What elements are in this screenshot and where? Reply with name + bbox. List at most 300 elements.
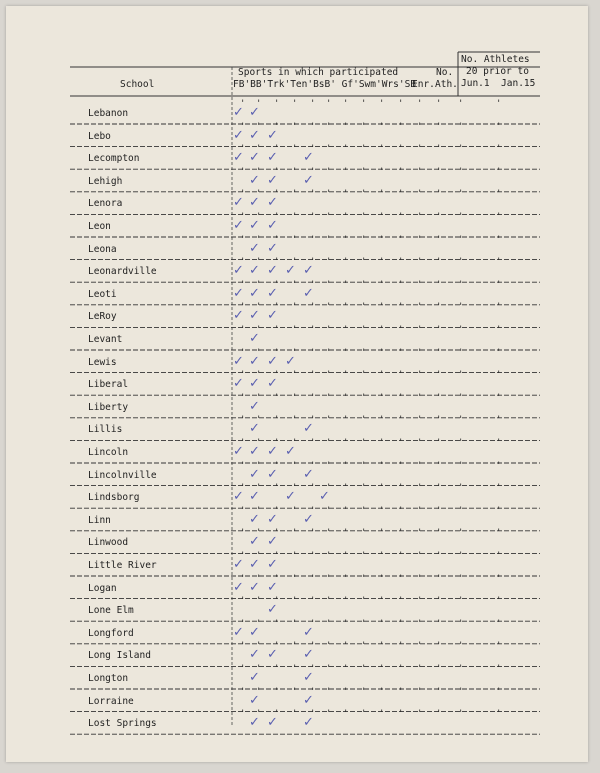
column-tick: ' [398, 234, 404, 245]
column-tick: ' [274, 392, 280, 403]
column-tick: ' [398, 212, 404, 222]
column-tick: ' [240, 212, 246, 222]
column-tick: ' [361, 686, 367, 697]
column-tick: ' [274, 370, 280, 381]
school-name: Little River [88, 560, 157, 571]
checkmark-trk: ✓ [267, 557, 278, 572]
checkmark-trk: ✓ [267, 466, 278, 482]
checkmark-fb: ✓ [233, 127, 244, 143]
column-tick: ' [496, 528, 502, 539]
column-tick: ' [458, 483, 464, 494]
column-tick: ' [326, 99, 332, 109]
column-tick: ' [496, 347, 502, 358]
column-tick: ' [436, 573, 442, 584]
column-tick: ' [292, 438, 298, 448]
column-tick: ' [240, 528, 246, 539]
checkmark-trk: ✓ [267, 127, 278, 143]
column-tick: ' [343, 709, 349, 720]
column-tick: ' [274, 483, 280, 494]
column-tick: ' [343, 415, 349, 426]
column-tick: ' [379, 166, 385, 177]
checkmark-bb: ✓ [249, 105, 260, 120]
column-tick: ' [326, 483, 332, 494]
column-tick: ' [256, 325, 262, 335]
column-tick: ' [343, 279, 349, 290]
column-tick: ' [417, 686, 423, 697]
column-tick: ' [458, 144, 464, 155]
checkmark-ten: ✓ [285, 353, 296, 369]
column-tick: ' [436, 392, 442, 403]
column-tick: ' [417, 573, 423, 584]
column-tick: ' [458, 596, 464, 607]
column-tick: ' [240, 392, 246, 403]
column-tick: ' [361, 664, 367, 674]
school-name: Liberty [88, 401, 129, 413]
column-tick: ' [326, 505, 332, 516]
column-tick: ' [398, 505, 404, 516]
column-tick: ' [361, 415, 367, 426]
column-tick: ' [496, 641, 502, 652]
school-name: Lone Elm [88, 605, 134, 617]
checkmark-bb: ✓ [249, 557, 260, 572]
column-tick: ' [496, 392, 502, 403]
column-tick: ' [292, 664, 298, 674]
column-tick: ' [458, 189, 464, 200]
column-tick: ' [398, 460, 404, 471]
column-tick: ' [256, 392, 262, 403]
column-tick: ' [379, 505, 385, 516]
column-tick: ' [310, 166, 316, 177]
school-name: Lecompton [88, 153, 140, 165]
no-label: No. [436, 67, 454, 78]
column-tick: ' [274, 121, 280, 132]
checkmark-trk: ✓ [267, 353, 278, 369]
column-tick: ' [398, 528, 404, 539]
checkmark-bsb: ✓ [303, 421, 314, 437]
column-tick: ' [343, 596, 349, 607]
column-tick: ' [240, 279, 246, 290]
column-tick: ' [458, 618, 464, 629]
column-tick: ' [417, 121, 423, 132]
checkmark-bb: ✓ [249, 263, 260, 279]
checkmark-trk: ✓ [267, 534, 278, 550]
column-tick: ' [240, 505, 246, 516]
column-tick: ' [310, 189, 316, 200]
column-tick: ' [436, 618, 442, 629]
column-tick: ' [379, 460, 385, 471]
column-tick: ' [310, 438, 316, 448]
school-name: Lincoln [88, 447, 129, 458]
column-tick: ' [292, 596, 298, 607]
column-tick: ' [256, 483, 262, 494]
column-tick: ' [496, 302, 502, 313]
column-tick: ' [274, 438, 280, 448]
column-tick: ' [240, 99, 246, 109]
column-tick: ' [310, 505, 316, 516]
column-tick: ' [256, 686, 262, 697]
checkmark-bb: ✓ [249, 308, 260, 324]
column-tick: ' [343, 438, 349, 448]
school-name: Longton [88, 673, 129, 684]
column-tick: ' [361, 99, 367, 109]
column-tick: ' [343, 302, 349, 313]
column-tick: ' [326, 189, 332, 200]
column-tick: ' [436, 302, 442, 313]
column-tick: ' [417, 189, 423, 200]
column-tick: ' [496, 99, 502, 109]
column-tick: ' [343, 166, 349, 177]
column-tick: ' [379, 121, 385, 132]
column-tick: ' [436, 551, 442, 561]
column-tick: ' [436, 460, 442, 471]
column-tick: ' [436, 505, 442, 516]
athletes-header-line2: 20 prior to [466, 66, 529, 77]
column-tick: ' [310, 460, 316, 471]
school-name: Lenora [88, 198, 123, 210]
checkmark-bb: ✓ [249, 331, 260, 346]
checkmark-bsb: ✓ [303, 172, 314, 188]
column-tick: ' [379, 596, 385, 607]
column-tick: ' [274, 279, 280, 290]
column-tick: ' [274, 505, 280, 516]
column-tick: ' [326, 438, 332, 448]
column-tick: ' [240, 370, 246, 381]
column-tick: ' [417, 438, 423, 448]
column-tick: ' [458, 573, 464, 584]
column-tick: ' [292, 121, 298, 132]
column-tick: ' [343, 618, 349, 629]
checkmark-trk: ✓ [267, 195, 278, 211]
checkmark-bb: ✓ [249, 579, 260, 595]
column-tick: ' [398, 438, 404, 448]
column-tick: ' [458, 641, 464, 652]
column-tick: ' [458, 415, 464, 426]
checkmark-trk: ✓ [267, 263, 278, 279]
checkmark-fb: ✓ [233, 105, 244, 120]
column-tick: ' [326, 664, 332, 674]
column-tick: ' [361, 573, 367, 584]
column-tick: ' [274, 234, 280, 245]
column-tick: ' [343, 664, 349, 674]
column-tick: ' [292, 144, 298, 155]
column-tick: ' [256, 528, 262, 539]
column-tick: ' [458, 257, 464, 268]
column-tick: ' [496, 370, 502, 381]
school-name: Liberal [88, 379, 129, 391]
column-tick: ' [361, 505, 367, 516]
column-tick: ' [361, 121, 367, 132]
column-tick: ' [417, 166, 423, 177]
checkmark-trk: ✓ [267, 602, 278, 618]
column-tick: ' [379, 483, 385, 494]
checkmark-trk: ✓ [267, 150, 278, 166]
column-tick: ' [398, 641, 404, 652]
column-tick: ' [458, 302, 464, 313]
column-tick: ' [274, 415, 280, 426]
column-tick: ' [436, 257, 442, 268]
column-tick: ' [292, 483, 298, 494]
checkmark-bb: ✓ [249, 172, 260, 188]
column-tick: ' [361, 257, 367, 268]
column-tick: ' [326, 212, 332, 222]
column-tick: ' [458, 212, 464, 222]
column-tick: ' [274, 325, 280, 335]
column-tick: ' [361, 483, 367, 494]
checkmark-trk: ✓ [267, 647, 278, 663]
checkmark-bb: ✓ [249, 218, 260, 233]
column-tick: ' [343, 189, 349, 200]
checkmark-bsb: ✓ [303, 466, 314, 482]
column-tick: ' [326, 686, 332, 697]
column-tick: ' [326, 596, 332, 607]
column-tick: ' [379, 686, 385, 697]
column-tick: ' [310, 347, 316, 358]
column-tick: ' [292, 551, 298, 561]
checkmark-bsb: ✓ [303, 647, 314, 663]
column-tick: ' [379, 302, 385, 313]
column-tick: ' [379, 212, 385, 222]
column-tick: ' [398, 257, 404, 268]
checkmark-trk: ✓ [267, 285, 278, 301]
checkmark-bb: ✓ [249, 127, 260, 143]
column-tick: ' [379, 257, 385, 268]
column-tick: ' [310, 664, 316, 674]
column-tick: ' [496, 483, 502, 494]
checkmark-bsb: ✓ [303, 692, 314, 708]
column-tick: ' [343, 121, 349, 132]
column-tick: ' [240, 551, 246, 561]
column-tick: ' [240, 325, 246, 335]
school-name: Lillis [88, 424, 123, 436]
column-tick: ' [361, 641, 367, 652]
ath-label: Ath. [435, 79, 458, 90]
checkmark-trk: ✓ [267, 172, 278, 188]
column-tick: ' [326, 415, 332, 426]
checkmark-bb: ✓ [249, 692, 260, 708]
column-tick: ' [398, 551, 404, 561]
column-tick: ' [436, 99, 442, 109]
column-tick: ' [326, 144, 332, 155]
checkmark-ten: ✓ [285, 489, 296, 505]
column-tick: ' [417, 505, 423, 516]
column-tick: ' [496, 189, 502, 200]
column-tick: ' [436, 483, 442, 494]
column-tick: ' [379, 392, 385, 403]
column-tick: ' [458, 166, 464, 177]
column-tick: ' [417, 664, 423, 674]
column-tick: ' [458, 438, 464, 448]
column-tick: ' [256, 212, 262, 222]
column-tick: ' [417, 415, 423, 426]
column-tick: ' [310, 325, 316, 335]
column-tick: ' [398, 99, 404, 109]
column-tick: ' [292, 302, 298, 313]
column-tick: ' [398, 573, 404, 584]
column-tick: ' [310, 302, 316, 313]
checkmark-fb: ✓ [233, 489, 244, 505]
column-tick: ' [379, 415, 385, 426]
column-tick: ' [496, 460, 502, 471]
column-tick: ' [417, 257, 423, 268]
column-tick: ' [274, 257, 280, 268]
column-tick: ' [458, 234, 464, 245]
column-tick: ' [436, 370, 442, 381]
column-tick: ' [326, 347, 332, 358]
column-tick: ' [292, 686, 298, 697]
column-tick: ' [240, 438, 246, 448]
column-tick: ' [379, 325, 385, 335]
school-name: Lebanon [88, 108, 129, 119]
column-tick: ' [436, 166, 442, 177]
column-tick: ' [398, 144, 404, 155]
column-tick: ' [398, 618, 404, 629]
school-name: Lewis [88, 356, 117, 368]
checkmark-fb: ✓ [233, 444, 244, 459]
checkmark-bsb: ✓ [303, 263, 314, 279]
column-tick: ' [417, 551, 423, 561]
column-tick: ' [361, 234, 367, 245]
checkmark-bsb: ✓ [303, 624, 314, 640]
column-tick: ' [310, 234, 316, 245]
column-tick: ' [292, 573, 298, 584]
column-tick: ' [417, 483, 423, 494]
column-tick: ' [292, 415, 298, 426]
column-tick: ' [274, 573, 280, 584]
column-tick: ' [417, 528, 423, 539]
column-tick: ' [436, 596, 442, 607]
column-tick: ' [256, 189, 262, 200]
school-name: Lorraine [88, 695, 134, 707]
checkmark-bb: ✓ [249, 511, 260, 527]
column-tick: ' [310, 618, 316, 629]
column-tick: ' [436, 325, 442, 335]
column-tick: ' [326, 325, 332, 335]
column-tick: ' [256, 302, 262, 313]
column-tick: ' [240, 641, 246, 652]
school-name: Logan [88, 582, 117, 594]
column-tick: ' [256, 166, 262, 177]
column-tick: ' [310, 528, 316, 539]
column-tick: ' [398, 347, 404, 358]
column-tick: ' [292, 279, 298, 290]
column-tick: ' [343, 99, 349, 109]
column-tick: ' [256, 709, 262, 720]
column-tick: ' [379, 234, 385, 245]
school-name: Linn [88, 514, 111, 526]
column-tick: ' [274, 99, 280, 109]
column-tick: ' [496, 257, 502, 268]
column-tick: ' [398, 279, 404, 290]
column-tick: ' [398, 302, 404, 313]
column-tick: ' [240, 144, 246, 155]
column-tick: ' [436, 144, 442, 155]
column-tick: ' [458, 460, 464, 471]
column-tick: ' [379, 347, 385, 358]
column-tick: ' [292, 325, 298, 335]
column-tick: ' [343, 641, 349, 652]
column-tick: ' [361, 618, 367, 629]
column-tick: ' [343, 483, 349, 494]
column-tick: ' [379, 99, 385, 109]
column-tick: ' [379, 438, 385, 448]
column-tick: ' [398, 483, 404, 494]
checkmark-fb: ✓ [233, 579, 244, 595]
column-tick: ' [496, 438, 502, 448]
column-tick: ' [292, 618, 298, 629]
column-tick: ' [361, 370, 367, 381]
column-tick: ' [326, 121, 332, 132]
column-tick: ' [361, 709, 367, 720]
column-tick: ' [398, 392, 404, 403]
column-tick: ' [292, 257, 298, 268]
checkmark-bb: ✓ [249, 353, 260, 369]
column-tick: ' [326, 551, 332, 561]
column-tick: ' [326, 709, 332, 720]
column-tick: ' [256, 641, 262, 652]
athletes-header-line1: No. Athletes [461, 54, 530, 65]
column-tick: ' [240, 596, 246, 607]
checkmark-bb: ✓ [249, 647, 260, 663]
column-tick: ' [326, 370, 332, 381]
column-tick: ' [343, 505, 349, 516]
column-tick: ' [436, 664, 442, 674]
school-name: Long Island [88, 650, 151, 662]
column-tick: ' [310, 551, 316, 561]
column-tick: ' [343, 234, 349, 245]
column-tick: ' [343, 392, 349, 403]
column-tick: ' [310, 709, 316, 720]
column-tick: ' [343, 460, 349, 471]
sports-title: Sports in which participated [238, 67, 399, 78]
column-tick: ' [458, 347, 464, 358]
column-tick: ' [274, 212, 280, 222]
column-tick: ' [274, 347, 280, 358]
checkmark-trk: ✓ [267, 308, 278, 324]
column-tick: ' [292, 234, 298, 245]
column-tick: ' [274, 166, 280, 177]
column-tick: ' [379, 144, 385, 155]
column-tick: ' [398, 686, 404, 697]
column-tick: ' [310, 257, 316, 268]
column-tick: ' [292, 347, 298, 358]
checkmark-fb: ✓ [233, 376, 244, 392]
column-tick: ' [496, 325, 502, 335]
checkmark-fb: ✓ [233, 285, 244, 301]
column-tick: ' [292, 528, 298, 539]
column-tick: ' [274, 551, 280, 561]
column-tick: ' [458, 325, 464, 335]
column-tick: ' [496, 551, 502, 561]
column-tick: ' [240, 234, 246, 245]
column-tick: ' [256, 99, 262, 109]
column-tick: ' [240, 460, 246, 471]
checkmark-bb: ✓ [249, 376, 260, 392]
column-tick: ' [292, 460, 298, 471]
checkmark-bb: ✓ [249, 715, 260, 731]
column-tick: ' [417, 325, 423, 335]
column-tick: ' [417, 279, 423, 290]
checkmark-bsb: ✓ [303, 670, 314, 685]
checkmark-bsb: ✓ [303, 285, 314, 301]
column-tick: ' [496, 166, 502, 177]
column-tick: ' [379, 370, 385, 381]
checkmark-trk: ✓ [267, 715, 278, 731]
column-tick: ' [292, 370, 298, 381]
column-tick: ' [326, 392, 332, 403]
column-tick: ' [326, 234, 332, 245]
sports-abbrev-header: FB'BB'Trk'Ten'BsB' Gf'Swm'Wrs'SB [233, 79, 417, 90]
checkmark-bb: ✓ [249, 489, 260, 505]
